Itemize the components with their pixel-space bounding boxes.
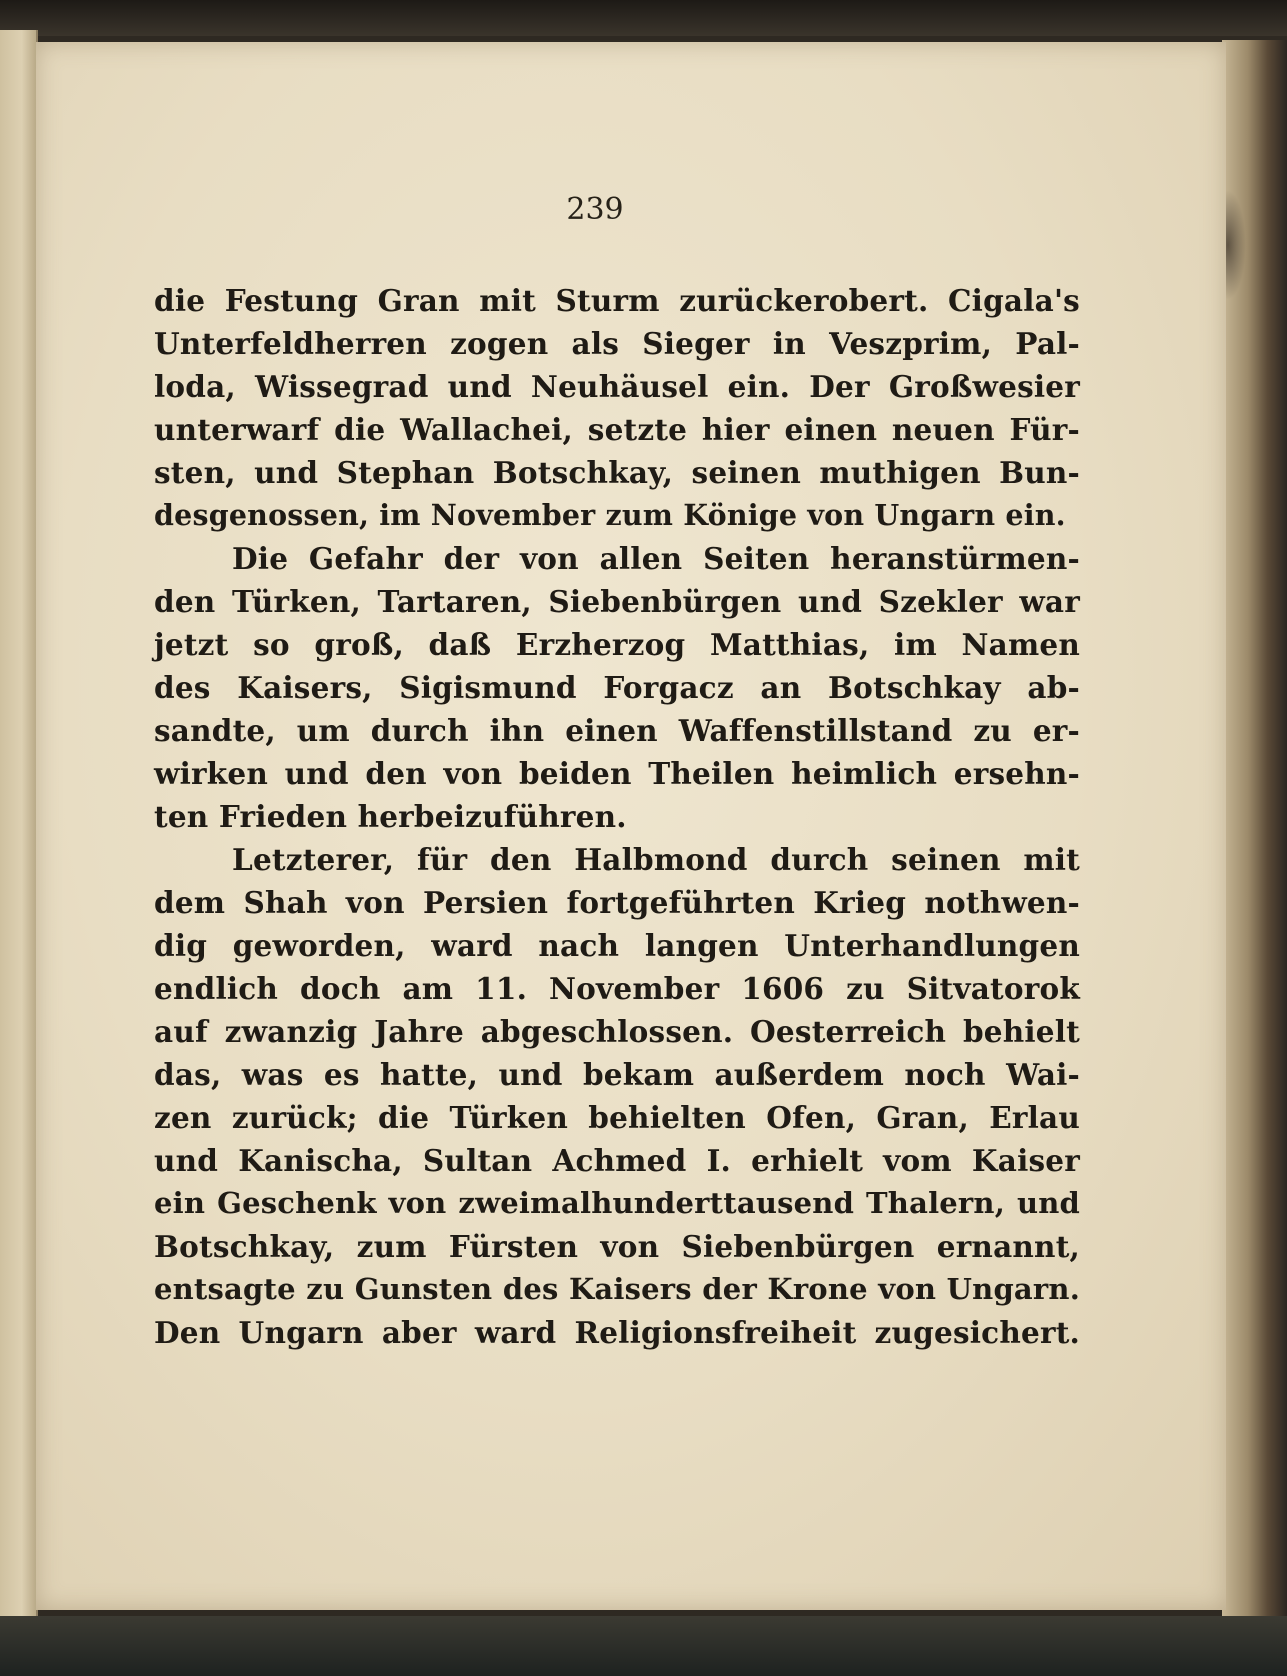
text-line: des Kaisers, Sigismund Forgacz an Botschkay ab- (154, 670, 1080, 705)
text-line: endlich doch am 11. November 1606 zu Sitvatorok (154, 971, 1080, 1006)
text-line: den Türken, Tartaren, Siebenbürgen und Szekler war (154, 584, 1080, 619)
text-line: unterwarf die Wallachei, setzte hier einen neuen Für- (154, 412, 1080, 447)
text-line: zen zurück; die Türken behielten Ofen, Gran, Erlau (154, 1100, 1080, 1135)
text-line: desgenossen, im November zum Könige von Ungarn ein. (154, 498, 1066, 532)
text-line: sten, und Stephan Botschkay, seinen muthigen Bun- (154, 455, 1080, 490)
text-line: Botschkay, zum Fürsten von Siebenbürgen ernannt, (154, 1229, 1080, 1264)
scan-background-top (0, 0, 1287, 36)
text-line: loda, Wissegrad und Neuhäusel ein. Der Großwesier (154, 369, 1080, 404)
text-line: auf zwanzig Jahre abgeschlossen. Oesterreich behielt (154, 1014, 1080, 1049)
text-line: Die Gefahr der von allen Seiten heranstürmen- (232, 541, 1080, 576)
text-line: ein Geschenk von zweimalhunderttausend Thalern, und (154, 1186, 1080, 1220)
body-text (154, 279, 1080, 1354)
scan-background-bottom (0, 1616, 1287, 1676)
text-line: und Kanischa, Sultan Achmed I. erhielt vom Kaiser (154, 1143, 1080, 1178)
text-line: jetzt so groß, daß Erzherzog Matthias, im Namen (154, 627, 1080, 662)
text-line: dem Shah von Persien fortgeführten Krieg nothwen- (154, 885, 1080, 920)
text-line: entsagte zu Gunsten des Kaisers der Krone von Ungarn. (154, 1272, 1080, 1306)
text-line: ten Frieden herbeizuführen. (154, 799, 627, 834)
text-line: die Festung Gran mit Sturm zurückerobert. Cigala's (154, 283, 1080, 318)
text-line: sandte, um durch ihn einen Waffenstillstand zu er- (154, 713, 1080, 748)
book-binding (0, 30, 38, 1620)
page-number: 239 (566, 192, 624, 227)
text-line: Den Ungarn aber ward Religionsfreiheit zugesichert. (154, 1315, 1080, 1350)
text-line: Letzterer, für den Halbmond durch seinen mit (232, 842, 1080, 877)
text-line: dig geworden, ward nach langen Unterhandlungen (154, 928, 1080, 963)
text-line: Unterfeldherren zogen als Sieger in Veszprim, Pal- (154, 326, 1080, 361)
text-line: wirken und den von beiden Theilen heimlich ersehn- (154, 756, 1080, 791)
text-line: das, was es hatte, und bekam außerdem noch Wai- (154, 1057, 1080, 1092)
book-page (36, 42, 1226, 1610)
